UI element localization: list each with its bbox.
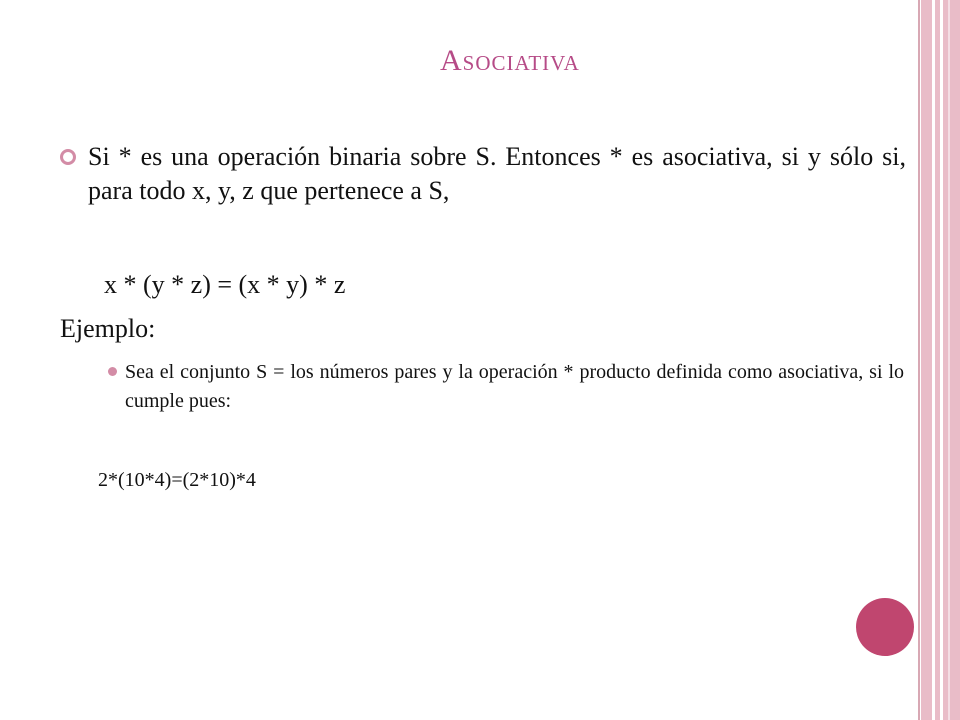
example-formula: 2*(10*4)=(2*10)*4 <box>98 469 256 491</box>
band-stripe <box>932 0 935 720</box>
dot-bullet-icon <box>108 367 117 376</box>
example-bullet <box>108 358 904 416</box>
ring-bullet-icon <box>60 149 76 165</box>
definition-bullet <box>60 140 906 208</box>
example-text: Sea el conjunto S = los números pares y la operación * producto definida como asociativa, si lo cumple pues: <box>125 361 904 412</box>
decorative-circle <box>856 598 914 656</box>
associativity-formula: x * (y * z) = (x * y) * z <box>104 270 346 299</box>
band-stripe <box>948 0 950 720</box>
example-label: Ejemplo: <box>60 314 156 343</box>
band-stripe <box>940 0 943 720</box>
slide-title: Asociativa <box>440 44 580 77</box>
edge-line <box>918 0 920 720</box>
definition-text: Si * es una operación binaria sobre S. Entonces * es asociativa, si y sólo si, para todo x, y, z que pertenece a S, <box>88 142 906 205</box>
